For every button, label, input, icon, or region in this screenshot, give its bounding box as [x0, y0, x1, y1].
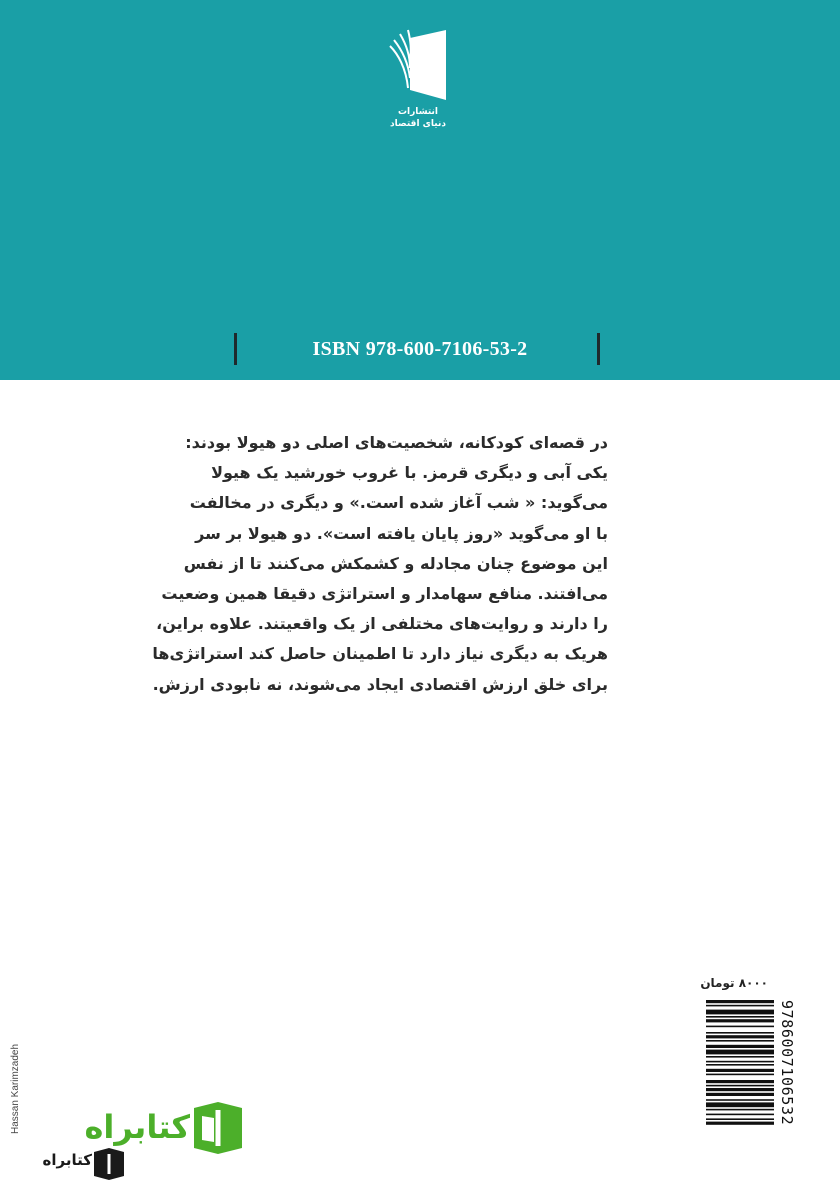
barcode-bar [706, 1122, 774, 1125]
blurb-line: را دارند و روایت‌های مختلفی از یک واقعیتند. علاوه براین، [156, 614, 608, 634]
barcode-bar [706, 1032, 774, 1034]
barcode-bar [706, 1069, 774, 1072]
isbn-number: ISBN 978-600-7106-53-2 [312, 338, 528, 360]
barcode-bar [706, 1035, 774, 1038]
blurb-line: یکی آبی و دیگری قرمز. با غروب خورشید یک هیولا [211, 463, 608, 483]
barcode-bar [706, 1114, 774, 1116]
barcode-bar [706, 1056, 774, 1058]
barcode-bar [706, 1061, 774, 1063]
isbn-left-divider [234, 333, 237, 365]
barcode-bar [706, 1088, 774, 1091]
barcode-bar [706, 1064, 774, 1066]
barcode-bar [706, 1016, 774, 1018]
ketabrah-wordmark-large: کتابراه [84, 1108, 190, 1146]
barcode-bar [706, 1040, 774, 1042]
barcode-bar [706, 1005, 774, 1007]
blurb-line: با او می‌گوید «روز پایان یافته است». دو هیولا بر سر [195, 523, 608, 543]
barcode-bar [706, 1085, 774, 1087]
blurb-line: می‌گوید: « شب آغاز شده است.» و دیگری در مخالفت [189, 493, 608, 513]
book-pages-logo-icon [388, 28, 448, 102]
barcode-bar [706, 1026, 774, 1028]
isbn-right-divider [597, 333, 600, 365]
blurb-line: هریک به دیگری نیاز دارد تا اطمینان حاصل کند استراتژی‌ها [152, 644, 608, 664]
barcode-bar [706, 1019, 774, 1022]
barcode-bar [706, 1109, 774, 1111]
designer-credit: Hassan Karimzadeh [10, 1043, 21, 1134]
barcode-digits: 9786007106532 [778, 1000, 796, 1126]
ketabrah-book-icon [190, 1098, 246, 1156]
publisher-name-line2: دنیای اقتصاد [390, 119, 446, 129]
barcode-bar [706, 1102, 774, 1107]
barcode-bar [706, 1010, 774, 1015]
barcode-bar [706, 1093, 774, 1096]
barcode-bar [706, 1000, 774, 1003]
blurb-line: این موضوع چنان مجادله و کشمکش می‌کنند تا از نفس [183, 553, 608, 573]
barcode-bar [706, 1118, 774, 1120]
teal-header-band [0, 0, 840, 380]
ketabrah-small-icon [92, 1146, 126, 1182]
blurb-paragraph [152, 428, 608, 700]
barcode-bar [706, 1050, 774, 1055]
barcode-bar [706, 1080, 774, 1083]
publisher-name [368, 106, 468, 130]
blurb-line: برای خلق ارزش اقتصادی ایجاد می‌شوند، نه نابودی ارزش. [152, 674, 608, 694]
barcode-bar [706, 1074, 774, 1076]
isbn-barcode [706, 1000, 774, 1166]
barcode-bar [706, 1099, 774, 1101]
blurb-line: در قصه‌ای کودکانه، شخصیت‌های اصلی دو هیولا بودند: [185, 433, 608, 452]
ketabrah-wordmark-small: کتابراه [42, 1151, 92, 1169]
barcode-bar [706, 1045, 774, 1048]
publisher-name-line1: انتشارات [398, 107, 438, 117]
blurb-line: می‌افتند. منافع سهامدار و استراتژی دقیقا همین وضعیت [161, 584, 608, 604]
ketabrah-watermark [40, 1090, 212, 1186]
price-label: ۸۰۰۰ تومان [700, 976, 768, 990]
